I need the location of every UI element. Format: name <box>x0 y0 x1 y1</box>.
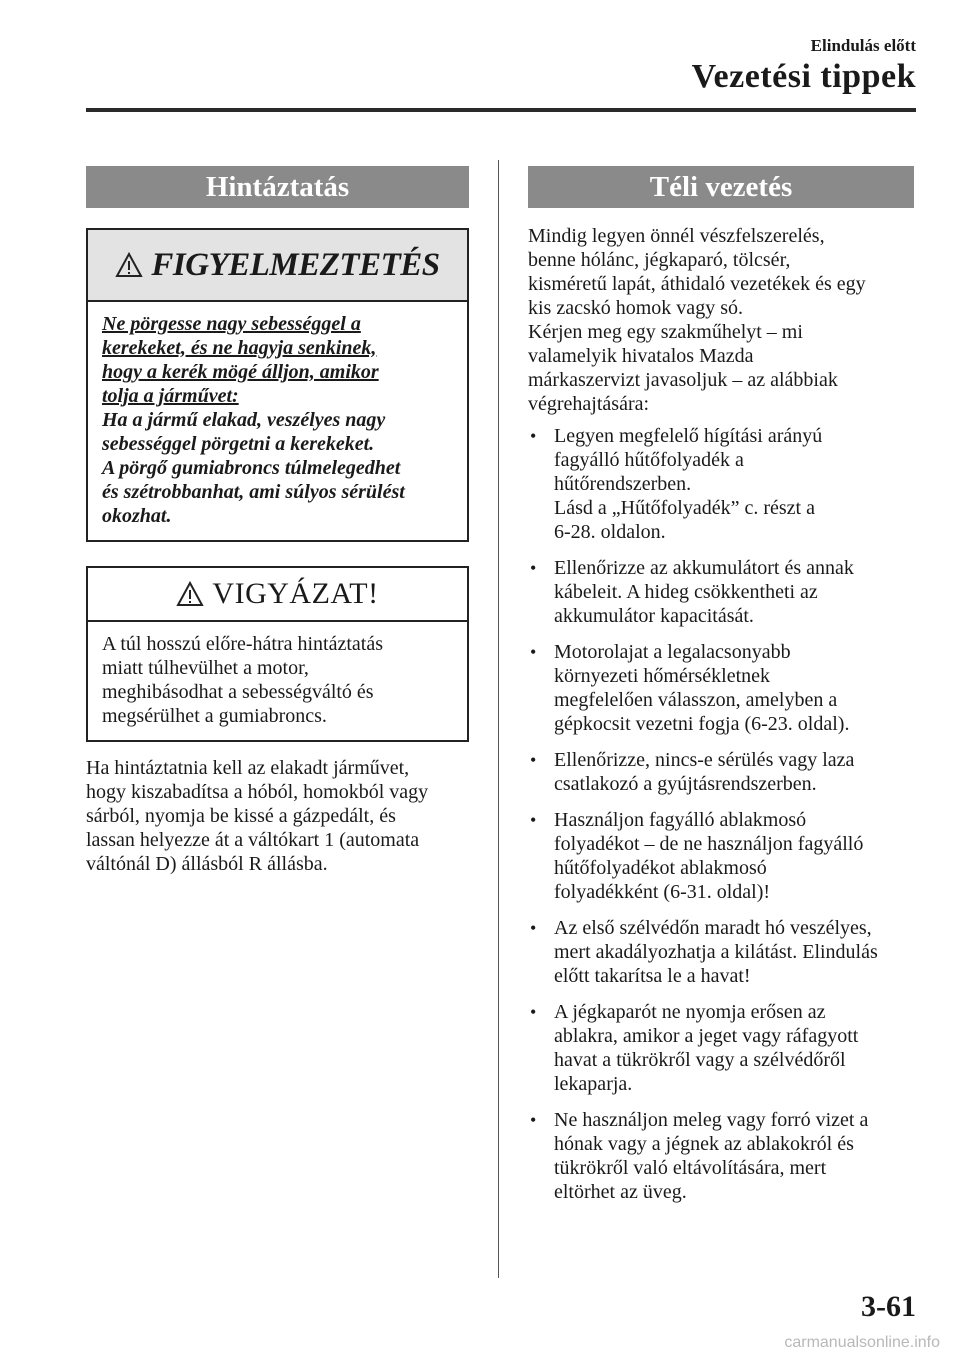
caution-line: miatt túlhevülhet a motor, <box>102 657 309 679</box>
checklist-item <box>528 1108 914 1204</box>
paragraph-line: Ha hintáztatnia kell az elakadt járművet, <box>86 757 410 779</box>
page-title: Vezetési tippek <box>691 58 916 95</box>
caution-line: meghibásodhat a sebességváltó és <box>102 681 374 703</box>
bullet-icon: • <box>530 750 537 770</box>
caution-box <box>86 566 469 742</box>
caution-header <box>88 568 467 622</box>
checklist-item <box>528 640 914 736</box>
warning-triangle-icon <box>115 252 143 278</box>
checklist-item <box>528 808 914 904</box>
chapter-label: Elindulás előtt <box>810 36 916 55</box>
bullet-icon: • <box>530 1002 537 1022</box>
checklist-line: környezeti hőmérsékletnek <box>554 665 771 687</box>
warning-title: FIGYELMEZTETÉS <box>151 246 440 283</box>
bullet-icon: • <box>530 426 537 446</box>
paragraph-line: hogy kiszabadítsa a hóból, homokból vagy <box>86 781 429 803</box>
checklist-line: hűtőfolyadékot ablakmosó <box>554 857 767 879</box>
paragraph-line: sárból, nyomja be kissé a gázpedált, és <box>86 805 396 827</box>
intro-line: Kérjen meg egy szakműhelyt – mi <box>528 321 803 343</box>
bullet-icon: • <box>530 642 537 662</box>
page-number: 3-61 <box>861 1290 916 1323</box>
intro-line: Mindig legyen önnél vészfelszerelés, <box>528 225 825 247</box>
warning-line: Ha a jármű elakad, veszélyes nagy <box>102 409 386 431</box>
bullet-icon: • <box>530 558 537 578</box>
checklist-line: Motorolajat a legalacsonyabb <box>554 641 791 663</box>
caution-body <box>88 622 467 740</box>
bullet-icon: • <box>530 918 537 938</box>
intro-line: végrehajtására: <box>528 393 650 415</box>
warning-line: hogy a kerék mögé álljon, amikor <box>102 361 379 383</box>
checklist-line: hűtőrendszerben. <box>554 473 692 495</box>
checklist-line: gépkocsit vezetni fogja (6-23. oldal). <box>554 713 850 735</box>
warning-line: Ne pörgesse nagy sebességgel a <box>102 313 361 335</box>
checklist-line: eltörhet az üveg. <box>554 1181 687 1203</box>
warning-line: sebességgel pörgetni a kerekeket. <box>102 433 375 455</box>
checklist-line: folyadékot – de ne használjon fagyálló <box>554 833 864 855</box>
checklist-item <box>528 1000 914 1096</box>
paragraph-line: lassan helyezze át a váltókart 1 (automata <box>86 829 420 851</box>
checklist-line: Ne használjon meleg vagy forró vizet a <box>554 1109 869 1131</box>
checklist-line: előtt takarítsa le a havat! <box>554 965 751 987</box>
checklist-line: tükrökről való eltávolítására, mert <box>554 1157 827 1179</box>
checklist-line: mert akadályozhatja a kilátást. Elindulás <box>554 941 878 963</box>
section-banner-rocking: Hintáztatás <box>86 166 469 208</box>
warning-line: és szétrobbanhat, ami súlyos sérülést <box>102 481 405 503</box>
caution-triangle-icon <box>176 581 204 607</box>
checklist-line: csatlakozó a gyújtásrendszerben. <box>554 773 817 795</box>
intro-line: márkaszervizt javasoljuk – az alábbiak <box>528 369 838 391</box>
right-column <box>528 166 914 1216</box>
checklist-line: havat a tükrökről vagy a szélvédőről <box>554 1049 846 1071</box>
checklist-line: folyadékként (6-31. oldal)! <box>554 881 771 903</box>
checklist-line: A jégkaparót ne nyomja erősen az <box>554 1001 826 1023</box>
checklist-line: fagyálló hűtőfolyadék a <box>554 449 744 471</box>
checklist-line: Lásd a „Hűtőfolyadék” c. részt a <box>554 497 815 519</box>
checklist-line: ablakra, amikor a jeget vagy ráfagyott <box>554 1025 859 1047</box>
left-column <box>86 166 469 876</box>
checklist-item <box>528 916 914 988</box>
checklist-item <box>528 424 914 544</box>
checklist-line: Az első szélvédőn maradt hó veszélyes, <box>554 917 872 939</box>
checklist-line: lekaparja. <box>554 1073 633 1095</box>
checklist-line: Használjon fagyálló ablakmosó <box>554 809 807 831</box>
checklist-line: megfelelően válasszon, amelyben a <box>554 689 838 711</box>
header-rule <box>86 108 916 112</box>
warning-header <box>88 230 467 302</box>
checklist-item <box>528 556 914 628</box>
section-banner-winter: Téli vezetés <box>528 166 914 208</box>
paragraph-line: váltónál D) állásból R állásba. <box>86 853 328 875</box>
warning-line: tolja a járművet: <box>102 385 239 407</box>
warning-body <box>88 302 467 540</box>
bullet-icon: • <box>530 1110 537 1130</box>
checklist-line: Ellenőrizze, nincs-e sérülés vagy laza <box>554 749 855 771</box>
caution-line: A túl hosszú előre-hátra hintáztatás <box>102 633 384 655</box>
warning-box <box>86 228 469 542</box>
warning-line: A pörgő gumiabroncs túlmelegedhet <box>102 457 401 479</box>
checklist-item <box>528 748 914 796</box>
warning-line: okozhat. <box>102 505 172 527</box>
checklist-line: kábeleit. A hideg csökkentheti az <box>554 581 818 603</box>
intro-line: valamelyik hivatalos Mazda <box>528 345 754 367</box>
intro-line: kis zacskó homok vagy só. <box>528 297 743 319</box>
winter-intro <box>528 224 914 416</box>
warning-line: kerekeket, és ne hagyja senkinek, <box>102 337 377 359</box>
checklist-line: hónak vagy a jégnek az ablakokról és <box>554 1133 854 1155</box>
intro-line: benne hólánc, jégkaparó, tölcsér, <box>528 249 791 271</box>
watermark: carmanualsonline.info <box>784 1334 940 1351</box>
column-divider <box>498 160 499 1278</box>
caution-line: megsérülhet a gumiabroncs. <box>102 705 327 727</box>
checklist-line: akkumulátor kapacitását. <box>554 605 754 627</box>
checklist-line: 6-28. oldalon. <box>554 521 666 543</box>
intro-line: kisméretű lapát, áthidaló vezetékek és egy <box>528 273 866 295</box>
checklist-line: Legyen megfelelő hígítási arányú <box>554 425 823 447</box>
checklist-line: Ellenőrizze az akkumulátort és annak <box>554 557 854 579</box>
bullet-icon: • <box>530 810 537 830</box>
winter-checklist <box>528 424 914 1204</box>
rocking-instructions <box>86 756 469 876</box>
caution-title: VIGYÁZAT! <box>212 577 379 610</box>
